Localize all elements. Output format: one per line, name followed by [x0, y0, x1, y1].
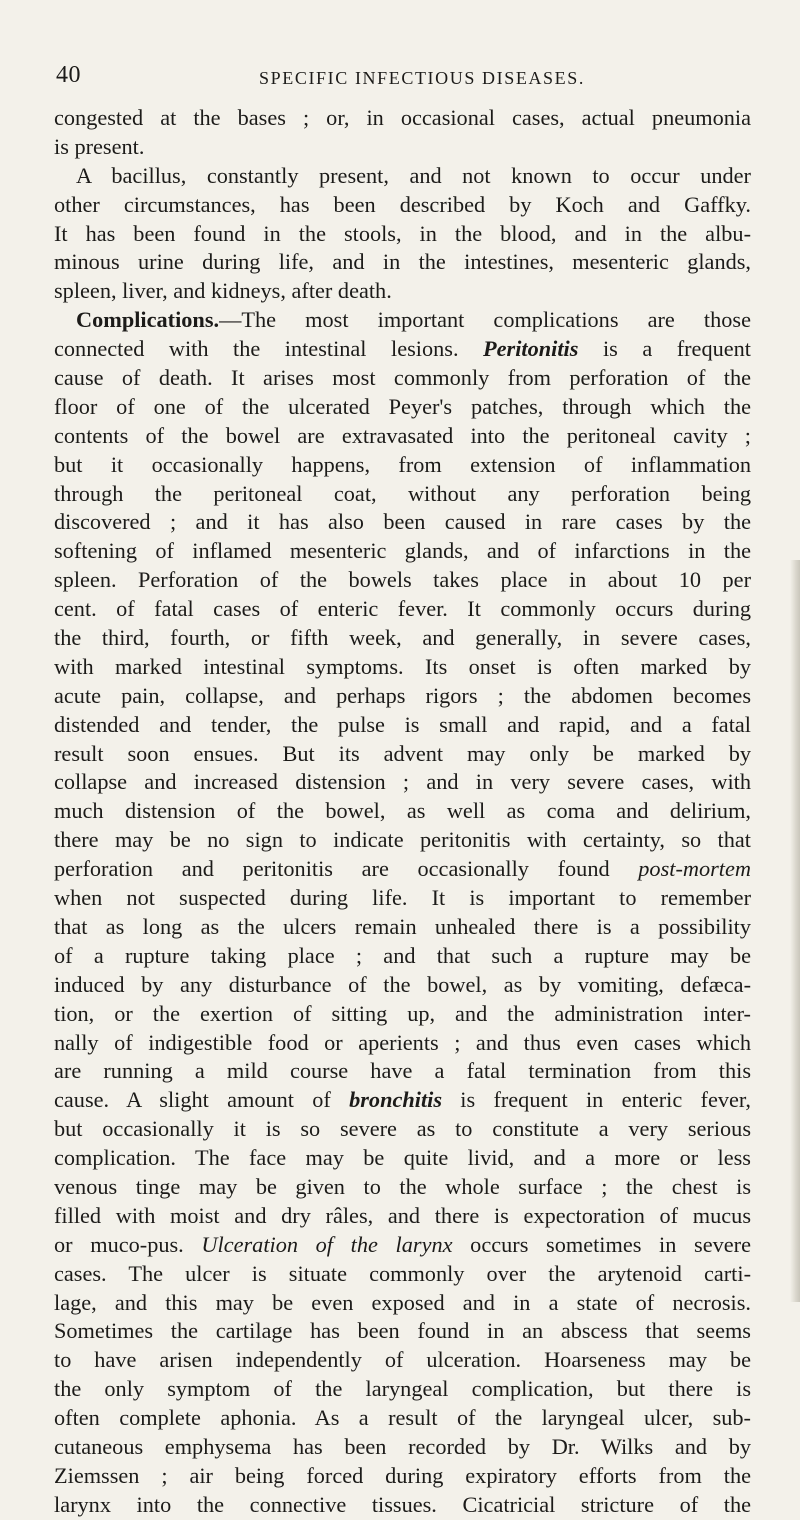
text-line	[54, 1462, 751, 1491]
text-line	[54, 335, 751, 364]
text-line	[54, 768, 751, 797]
text-line	[54, 826, 751, 855]
text-run: are running a mild course have a fatal termination from this	[54, 1058, 751, 1084]
text-run: but it occasionally happens, from extension of inflammation	[54, 451, 751, 477]
text-line	[54, 913, 751, 942]
text-run: distended and tender, the pulse is small and rapid, and a fatal	[54, 711, 751, 737]
emphasis-run: Peritonitis	[483, 336, 579, 362]
text-run: connected with the intestinal lesions.	[54, 336, 484, 362]
text-run: cent. of fatal cases of enteric fever. It commonly occurs during	[54, 596, 751, 622]
body-text	[54, 104, 751, 1520]
text-line	[54, 855, 751, 884]
text-line	[54, 1202, 751, 1231]
text-run: perforation and peritonitis are occasionally found	[54, 856, 639, 882]
text-line	[54, 1433, 751, 1462]
text-run: lage, and this may be even exposed and in a state of necrosis.	[54, 1289, 751, 1315]
text-line	[54, 306, 751, 335]
text-run: the only symptom of the laryngeal complication, but there is	[54, 1376, 751, 1402]
text-line	[54, 884, 751, 913]
text-line	[54, 711, 751, 740]
text-run: cause. A slight amount of	[54, 1087, 350, 1113]
text-line	[54, 1115, 751, 1144]
text-run: occurs sometimes in severe	[452, 1231, 752, 1257]
text-line	[54, 942, 751, 971]
text-line	[54, 797, 751, 826]
text-line	[54, 508, 751, 537]
text-run: of a rupture taking place ; and that such a rupture may be	[54, 942, 751, 968]
text-run: that as long as the ulcers remain unhealed there is a possibility	[54, 913, 751, 939]
text-line	[54, 1317, 751, 1346]
text-run: minous urine during life, and in the intestines, mesenteric glands,	[54, 249, 751, 275]
text-line	[54, 653, 751, 682]
text-line	[54, 104, 751, 133]
page-number: 40	[56, 62, 81, 88]
text-run: is frequent in enteric fever,	[442, 1087, 751, 1113]
text-line	[54, 1231, 751, 1260]
emphasis-run: Complications.	[76, 307, 220, 333]
text-run: result soon ensues. But its advent may only be marked by	[54, 740, 751, 766]
text-line	[54, 277, 751, 306]
text-line	[54, 1144, 751, 1173]
page-header	[52, 62, 752, 96]
text-run: much distension of the bowel, as well as coma and delirium,	[54, 798, 751, 824]
page-edge-shadow	[790, 560, 800, 1302]
text-line	[54, 162, 751, 191]
text-run: or muco-pus.	[54, 1231, 202, 1257]
text-line	[54, 1260, 751, 1289]
text-run: softening of inflamed mesenteric glands, and of infarctions in the	[54, 538, 751, 564]
text-run: cause of death. It arises most commonly from perforation of the	[54, 365, 751, 391]
text-run: filled with moist and dry râles, and there is expectoration of mucus	[54, 1202, 751, 1228]
text-line	[54, 624, 751, 653]
text-run: there may be no sign to indicate peritonitis with certainty, so that	[54, 827, 751, 853]
text-run: complication. The face may be quite livid, and a more or less	[54, 1145, 751, 1171]
text-run: A bacillus, constantly present, and not known to occur under	[76, 162, 751, 188]
text-line	[54, 480, 751, 509]
text-line	[54, 1173, 751, 1202]
text-run: spleen, liver, and kidneys, after death.	[54, 278, 392, 304]
text-line	[54, 682, 751, 711]
text-run: but occasionally it is so severe as to constitute a very serious	[54, 1116, 751, 1142]
text-line	[54, 566, 751, 595]
text-line	[54, 740, 751, 769]
text-line	[54, 1404, 751, 1433]
text-run: It has been found in the stools, in the blood, and in the albu-	[54, 220, 751, 246]
text-line	[54, 971, 751, 1000]
text-run: venous tinge may be given to the whole surface ; the chest is	[54, 1173, 751, 1199]
text-line	[54, 1057, 751, 1086]
text-line	[54, 595, 751, 624]
text-run: Sometimes the cartilage has been found in an abscess that seems	[54, 1318, 751, 1344]
text-run: discovered ; and it has also been caused in rare cases by the	[54, 509, 751, 535]
text-line	[54, 191, 751, 220]
text-line	[54, 220, 751, 249]
text-run: Ziemssen ; air being forced during expiratory efforts from the	[54, 1462, 751, 1488]
text-run: —The most important complications are those	[219, 307, 751, 333]
text-run: when not suspected during life. It is important to remember	[54, 885, 751, 911]
text-line	[54, 537, 751, 566]
text-run: is a frequent	[578, 336, 751, 362]
emphasis-run: post-mortem	[638, 856, 751, 882]
text-line	[54, 1375, 751, 1404]
text-run: with marked intestinal symptoms. Its onset is often marked by	[54, 653, 751, 679]
text-run: collapse and increased distension ; and in very severe cases, with	[54, 769, 751, 795]
text-line	[54, 393, 751, 422]
text-run: floor of one of the ulcerated Peyer's patches, through which the	[54, 393, 751, 419]
text-run: through the peritoneal coat, without any perforation being	[54, 480, 751, 506]
text-run: acute pain, collapse, and perhaps rigors ; the abdomen becomes	[54, 682, 751, 708]
text-run: tion, or the exertion of sitting up, and the administration inter-	[54, 1000, 751, 1026]
text-run: is present.	[54, 133, 145, 159]
text-run: the third, fourth, or fifth week, and generally, in severe cases,	[54, 625, 751, 651]
text-line	[54, 248, 751, 277]
text-run: contents of the bowel are extravasated into the peritoneal cavity ;	[54, 422, 751, 448]
text-run: cases. The ulcer is situate commonly over the arytenoid carti-	[54, 1260, 751, 1286]
text-line	[54, 1086, 751, 1115]
text-run: congested at the bases ; or, in occasional cases, actual pneumonia	[54, 105, 751, 130]
running-title: SPECIFIC INFECTIOUS DISEASES.	[259, 68, 585, 88]
text-line	[54, 422, 751, 451]
text-line	[54, 1491, 751, 1520]
text-line	[54, 364, 751, 393]
text-line	[54, 133, 751, 162]
emphasis-run: bronchitis	[349, 1087, 443, 1113]
text-run: often complete aphonia. As a result of the laryngeal ulcer, sub-	[54, 1405, 751, 1431]
text-run: cutaneous emphysema has been recorded by Dr. Wilks and by	[54, 1433, 751, 1459]
text-run: larynx into the connective tissues. Cicatricial stricture of the	[54, 1491, 751, 1517]
text-line	[54, 451, 751, 480]
text-run: other circumstances, has been described by Koch and Gaffky.	[54, 191, 751, 217]
text-run: spleen. Perforation of the bowels takes place in about 10 per	[54, 567, 751, 593]
text-run: to have arisen independently of ulceration. Hoarseness may be	[54, 1347, 751, 1373]
text-line	[54, 1029, 751, 1058]
text-line	[54, 1289, 751, 1318]
text-line	[54, 1000, 751, 1029]
emphasis-run: Ulceration of the larynx	[201, 1231, 453, 1257]
text-run: induced by any disturbance of the bowel, as by vomiting, defæca-	[54, 971, 751, 997]
text-run: nally of indigestible food or aperients ; and thus even cases which	[54, 1029, 751, 1055]
text-line	[54, 1346, 751, 1375]
